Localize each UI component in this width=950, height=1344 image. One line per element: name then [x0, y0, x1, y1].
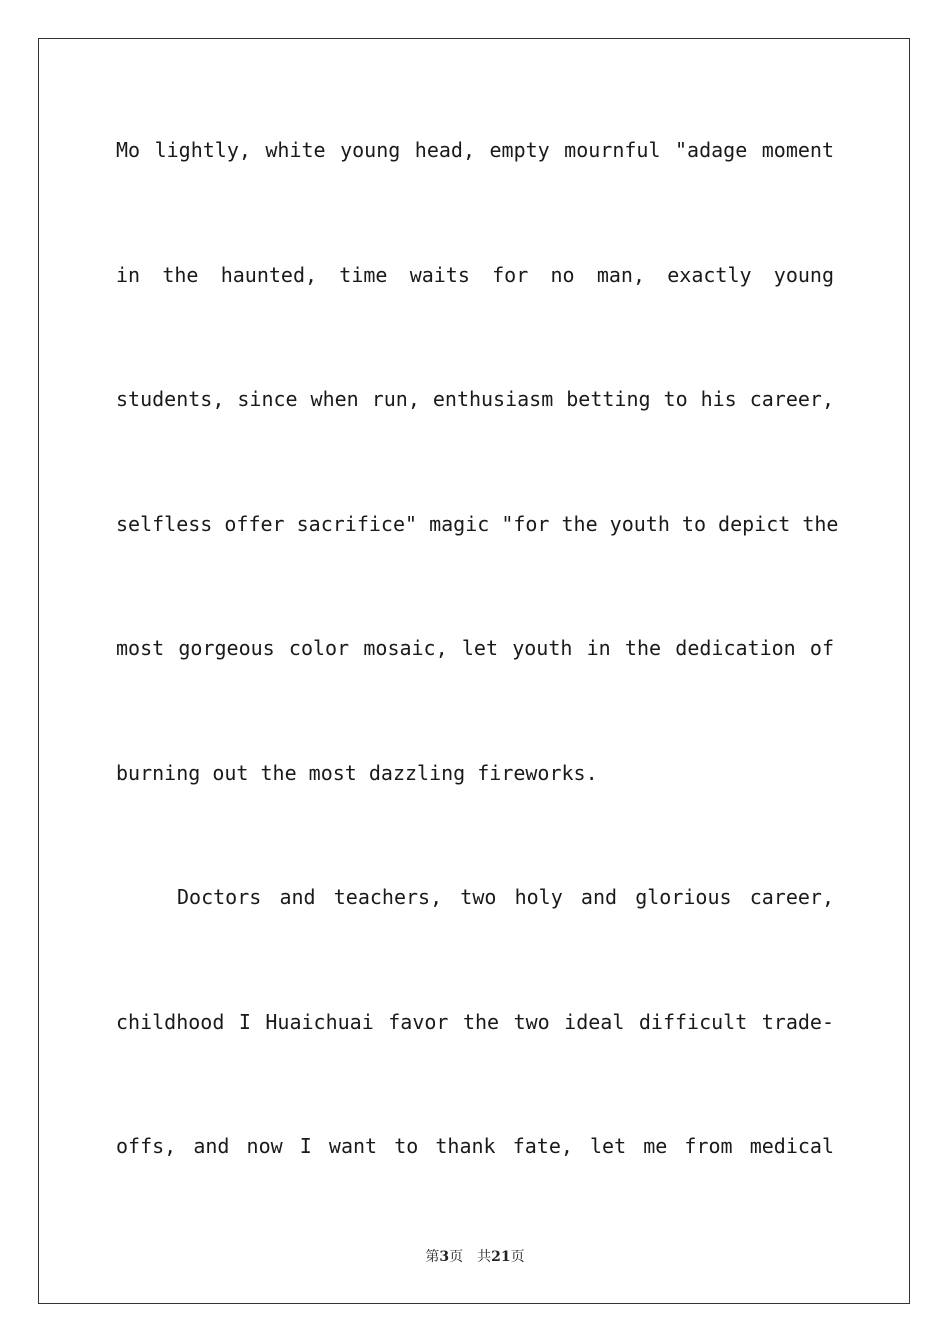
- page-border: [38, 38, 910, 1304]
- body-line-4: selfless offer sacrifice" magic "for the youth to depict the: [116, 512, 839, 536]
- page-prefix: 第: [425, 1249, 440, 1265]
- page-current: 3: [439, 1249, 450, 1265]
- page-footer: [0, 1248, 950, 1266]
- page-total: 21: [491, 1249, 511, 1265]
- body-line-5: most gorgeous color mosaic, let youth in the dedication of: [116, 636, 834, 660]
- paragraph-2-line-2: childhood I Huaichuai favor the two ideal difficult trade-: [116, 1010, 834, 1034]
- paragraph-2-line-1: Doctors and teachers, two holy and glorious career,: [177, 885, 834, 909]
- body-line-6: burning out the most dazzling fireworks.: [116, 761, 598, 785]
- body-line-2: in the haunted, time waits for no man, exactly young: [116, 263, 834, 287]
- paragraph-2-line-3: offs, and now I want to thank fate, let me from medical: [116, 1134, 834, 1158]
- total-prefix: 共: [477, 1249, 492, 1265]
- page-suffix: 页: [449, 1249, 464, 1265]
- total-suffix: 页: [510, 1249, 525, 1265]
- body-line-3: students, since when run, enthusiasm betting to his career,: [116, 387, 834, 411]
- body-line-1: Mo lightly, white young head, empty mournful "adage moment: [116, 138, 834, 162]
